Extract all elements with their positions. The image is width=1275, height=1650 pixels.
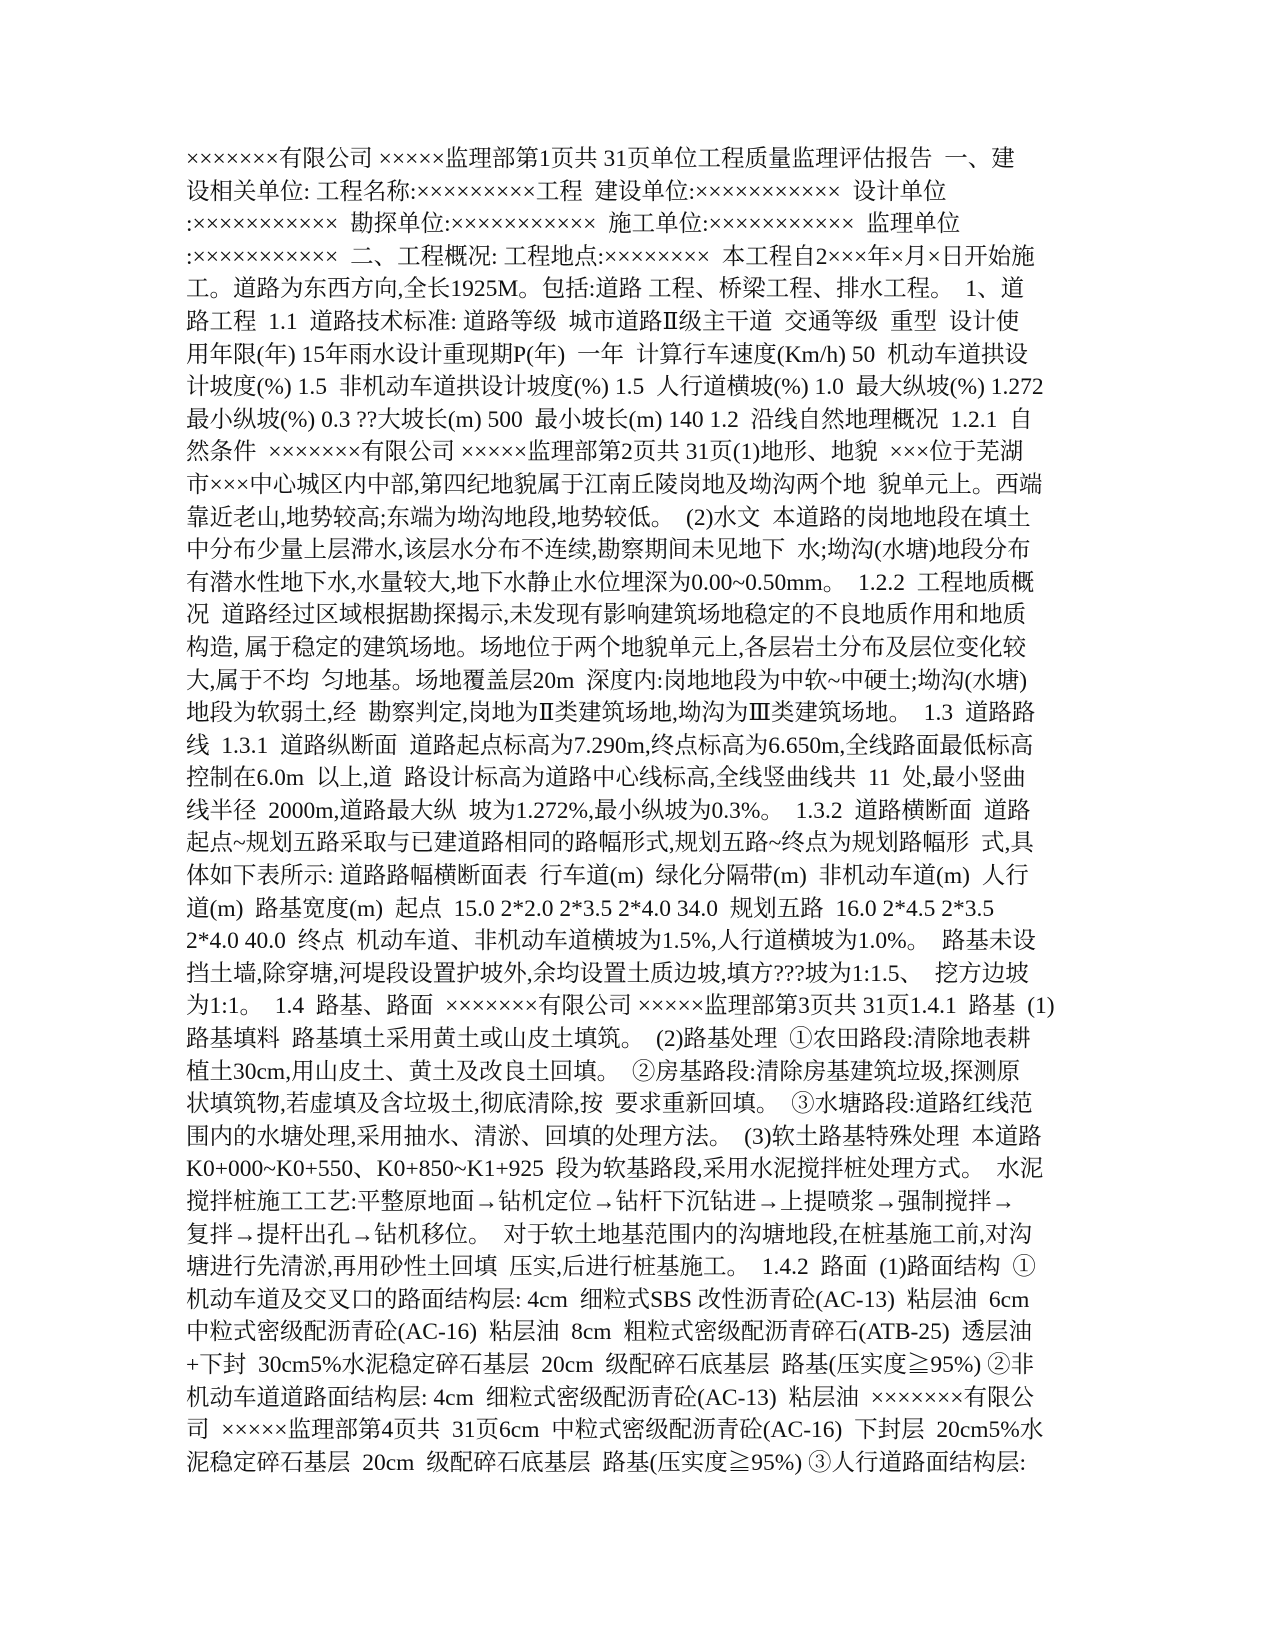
body-text-line: 控制在6.0m 以上,道 路设计标高为道路中心线标高,全线竖曲线共 11 处,最小竖曲 xyxy=(186,765,1026,792)
body-text-line: 状填筑物,若虚填及含垃圾土,彻底清除,按 要求重新回填。 ③水塘路段:道路红线范 xyxy=(186,1091,1033,1118)
body-text-line: 路工程 1.1 道路技术标准: 道路等级 城市道路Ⅱ级主干道 交通等级 重型 设计使 xyxy=(186,308,1020,335)
body-text-line: ×××××××有限公司 ×××××监理部第1页共 31页单位工程质量监理评估报告 一、建 xyxy=(186,146,1015,172)
body-text-line: 用年限(年) 15年雨水设计重现期P(年) 一年 计算行车速度(Km/h) 50 机动车道拱设 xyxy=(186,341,1029,368)
body-text-line: 搅拌桩施工工艺:平整原地面→钻机定位→钻杆下沉钻进→上提喷浆→强制搅拌→ xyxy=(186,1189,1016,1215)
body-text-line: 设相关单位: 工程名称:×××××××××工程 建设单位:××××××××××× 设计单位 xyxy=(186,178,947,205)
body-text-line: 最小纵坡(%) 0.3 ??大坡长(m) 500 最小坡长(m) 140 1.2 沿线自然地理概况 1.2.1 自 xyxy=(186,406,1033,433)
body-text-line: 构造, 属于稳定的建筑场地。场地位于两个地貌单元上,各层岩土分布及层位变化较 xyxy=(186,634,1027,661)
body-text-line: 有潜水性地下水,水量较大,地下水静止水位埋深为0.00~0.50mm。 1.2.2 工程地质概 xyxy=(186,569,1035,596)
body-text-line: K0+000~K0+550、K0+850~K1+925 段为软基路段,采用水泥搅拌桩处理方式。 水泥 xyxy=(186,1156,1044,1183)
body-text-line: 围内的水塘处理,采用抽水、清淤、回填的处理方法。 (3)软土路基特殊处理 本道路 xyxy=(186,1123,1042,1150)
body-text-line: 塘进行先清淤,再用砂性土回填 压实,后进行桩基施工。 1.4.2 路面 (1)路面结构 ① xyxy=(186,1254,1036,1281)
body-text-line: 植土30cm,用山皮土、黄土及改良土回填。 ②房基路段:清除房基建筑垃圾,探测原 xyxy=(186,1058,1021,1085)
body-text-line: 路基填料 路基填土采用黄土或山皮土填筑。 (2)路基处理 ①农田路段:清除地表耕 xyxy=(186,1026,1031,1053)
body-text-line: 靠近老山,地势较高;东端为坳沟地段,地势较低。 (2)水文 本道路的岗地地段在填土 xyxy=(186,504,1031,531)
body-text-line: 中粒式密级配沥青砼(AC-16) 粘层油 8cm 粗粒式密级配沥青碎石(ATB-25) 透层油 xyxy=(186,1319,1032,1346)
body-text-line: 起点~规划五路采取与已建道路相同的路幅形式,规划五路~终点为规划路幅形 式,具 xyxy=(186,830,1034,857)
body-text-line: :××××××××××× 二、工程概况: 工程地点:×××××××× 本工程自2×××年×月×日开始施 xyxy=(186,243,1035,270)
body-text-line: 体如下表所示: 道路路幅横断面表 行车道(m) 绿化分隔带(m) 非机动车道(m) 人行 xyxy=(186,863,1029,890)
body-text-line: 线半径 2000m,道路最大纵 坡为1.272%,最小纵坡为0.3%。 1.3.2 道路横断面 道路 xyxy=(186,797,1031,824)
body-text-line: 线 1.3.1 道路纵断面 道路起点标高为7.290m,终点标高为6.650m,全线路面最低标高 xyxy=(186,732,1034,759)
body-text-line: :××××××××××× 勘探单位:××××××××××× 施工单位:××××××××××× 监理单位 xyxy=(186,211,961,238)
body-text-line: 地段为软弱土,经 勘察判定,岗地为Ⅱ类建筑场地,坳沟为Ⅲ类建筑场地。 1.3 道路路 xyxy=(186,700,1036,727)
body-text-line: 为1:1。 1.4 路基、路面 ×××××××有限公司 ×××××监理部第3页共 31页1.4.1 路基 (1) xyxy=(186,993,1055,1020)
body-text-line: 道(m) 路基宽度(m) 起点 15.0 2*2.0 2*3.5 2*4.0 34.0 规划五路 16.0 2*4.5 2*3.5 xyxy=(186,895,995,922)
body-text-line: 市×××中心城区内中部,第四纪地貌属于江南丘陵岗地及坳沟两个地 貌单元上。西端 xyxy=(186,471,1043,498)
body-text-line: 司 ×××××监理部第4页共 31页6cm 中粒式密级配沥青砼(AC-16) 下封层 20cm5%水 xyxy=(186,1417,1044,1444)
body-text-line: 大,属于不均 匀地基。场地覆盖层20m 深度内:岗地地段为中软~中硬土;坳沟(水塘) xyxy=(186,667,1028,694)
body-text-line: 复拌→提杆出孔→钻机移位。 对于软土地基范围内的沟塘地段,在桩基施工前,对沟 xyxy=(186,1221,1032,1248)
body-text-line: 2*4.0 40.0 终点 机动车道、非机动车道横坡为1.5%,人行道横坡为1.0%。 路基未设 xyxy=(186,928,1036,955)
document-body xyxy=(186,143,1090,1479)
body-text-line: 况 道路经过区域根据勘探揭示,未发现有影响建筑场地稳定的不良地质作用和地质 xyxy=(186,602,1027,629)
body-text-line: 工。道路为东西方向,全长1925M。包括:道路 工程、桥梁工程、排水工程。 1、道 xyxy=(186,276,1025,303)
body-text-line: 挡土墙,除穿塘,河堤段设置护坡外,余均设置土质边坡,填方???坡为1:1.5、 挖方边坡 xyxy=(186,960,1029,987)
body-text-line: 泥稳定碎石基层 20cm 级配碎石底基层 路基(压实度≧95%) ③人行道路面结构层: xyxy=(186,1449,1027,1476)
body-text-line: 机动车道及交叉口的路面结构层: 4cm 细粒式SBS 改性沥青砼(AC-13) 粘层油 6cm xyxy=(186,1286,1030,1313)
body-text-line: 然条件 ×××××××有限公司 ×××××监理部第2页共 31页(1)地形、地貌 ×××位于芜湖 xyxy=(186,439,1024,466)
body-text-line: 中分布少量上层滞水,该层水分布不连续,勘察期间未见地下 水;坳沟(水塘)地段分布 xyxy=(186,537,1031,564)
body-text-line: 机动车道道路面结构层: 4cm 细粒式密级配沥青砼(AC-13) 粘层油 ×××××××有限公 xyxy=(186,1384,1035,1411)
body-text-line: 计坡度(%) 1.5 非机动车道拱设计坡度(%) 1.5 人行道横坡(%) 1.0 最大纵坡(%) 1.272 xyxy=(186,374,1044,401)
body-text-line: +下封 30cm5%水泥稳定碎石基层 20cm 级配碎石底基层 路基(压实度≧95%) ②非 xyxy=(186,1351,1035,1378)
